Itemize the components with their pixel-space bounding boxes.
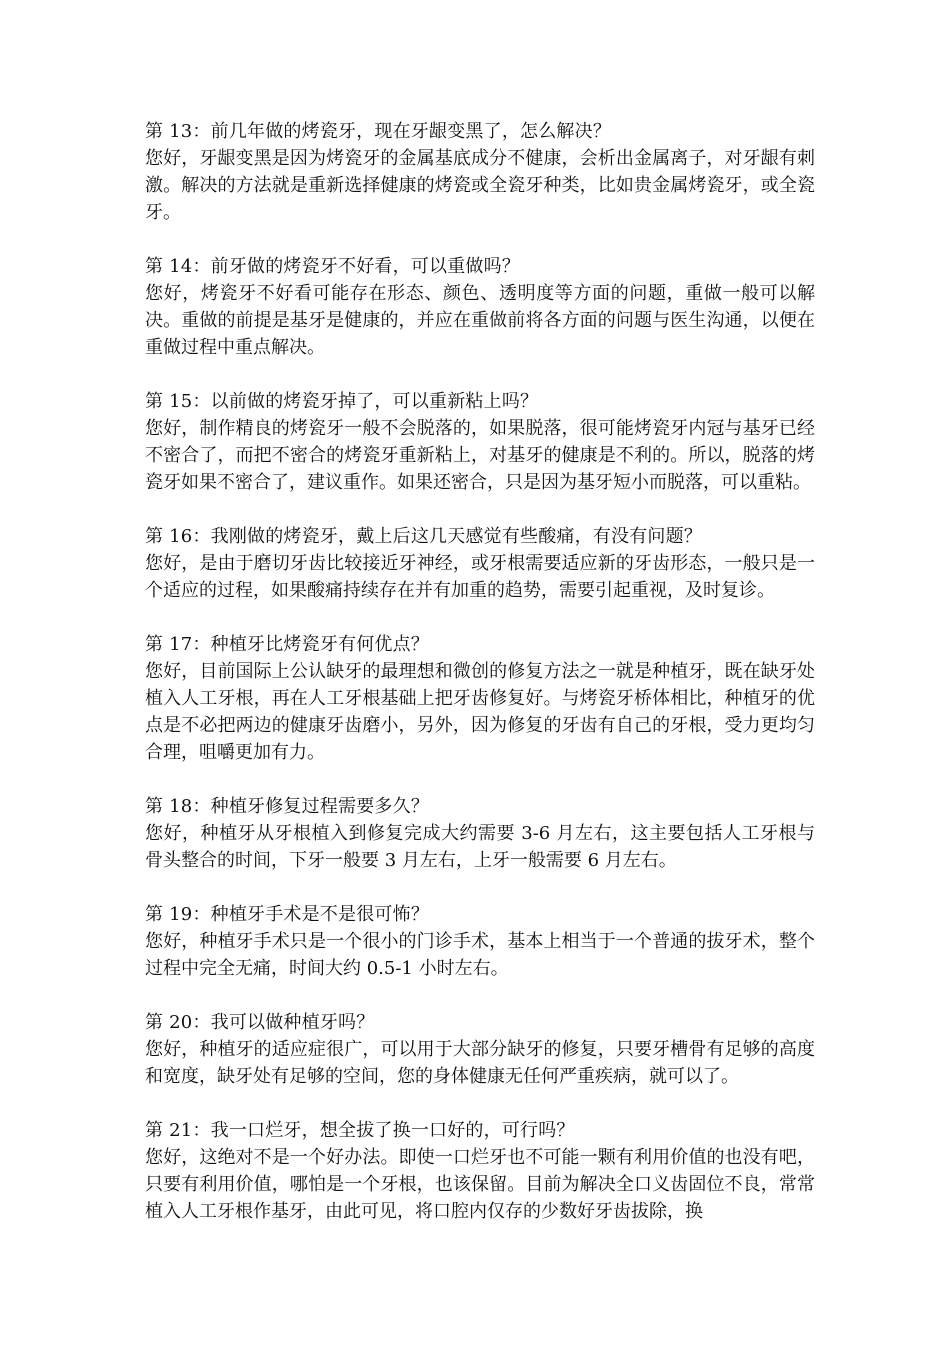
qa-item-14 (145, 253, 815, 361)
question-21: 第 21：我一口烂牙，想全拔了换一口好的，可行吗？ (145, 1120, 575, 1141)
answer-15: 您好，制作精良的烤瓷牙一般不会脱落的，如果脱落，很可能烤瓷牙内冠与基牙已经不密合了，而把不密合的烤瓷牙重新粘上，对基牙的健康是不利的。所以，脱落的烤瓷牙如果不密合了，建议重作。如果还密合，只是因为基牙短小而脱落，可以重粘。 (145, 418, 815, 493)
qa-item-16 (145, 523, 815, 604)
answer-20: 您好，种植牙的适应症很广，可以用于大部分缺牙的修复，只要牙槽骨有足够的高度和宽度，缺牙处有足够的空间，您的身体健康无任何严重疾病，就可以了。 (145, 1039, 815, 1087)
qa-item-13 (145, 118, 815, 226)
qa-item-20 (145, 1009, 815, 1090)
question-19: 第 19：种植牙手术是不是很可怖？ (145, 904, 430, 925)
qa-item-15 (145, 388, 815, 496)
answer-14: 您好，烤瓷牙不好看可能存在形态、颜色、透明度等方面的问题，重做一般可以解决。重做的前提是基牙是健康的，并应在重做前将各方面的问题与医生沟通，以便在重做过程中重点解决。 (145, 283, 815, 358)
qa-item-21 (145, 1117, 815, 1225)
answer-18: 您好，种植牙从牙根植入到修复完成大约需要 3-6 月左右，这主要包括人工牙根与骨头整合的时间，下牙一般要 3 月左右，上牙一般需要 6 月左右。 (145, 823, 815, 871)
question-15: 第 15：以前做的烤瓷牙掉了，可以重新粘上吗？ (145, 391, 539, 412)
question-18: 第 18：种植牙修复过程需要多久？ (145, 796, 430, 817)
faq-content (145, 118, 815, 1252)
answer-16: 您好，是由于磨切牙齿比较接近牙神经，或牙根需要适应新的牙齿形态，一般只是一个适应的过程，如果酸痛持续存在并有加重的趋势，需要引起重视，及时复诊。 (145, 553, 815, 601)
question-16: 第 16：我刚做的烤瓷牙，戴上后这几天感觉有些酸痛，有没有问题？ (145, 526, 703, 547)
answer-19: 您好，种植牙手术只是一个很小的门诊手术，基本上相当于一个普通的拔牙术，整个过程中完全无痛，时间大约 0.5-1 小时左右。 (145, 931, 815, 979)
question-13: 第 13：前几年做的烤瓷牙，现在牙龈变黑了，怎么解决？ (145, 121, 612, 142)
question-20: 第 20：我可以做种植牙吗？ (145, 1012, 375, 1033)
question-14: 第 14：前牙做的烤瓷牙不好看，可以重做吗？ (145, 256, 521, 277)
question-17: 第 17：种植牙比烤瓷牙有何优点？ (145, 634, 430, 655)
qa-item-18 (145, 793, 815, 874)
answer-17: 您好，目前国际上公认缺牙的最理想和微创的修复方法之一就是种植牙，既在缺牙处植入人工牙根，再在人工牙根基础上把牙齿修复好。与烤瓷牙桥体相比，种植牙的优点是不必把两边的健康牙齿磨小，另外，因为修复的牙齿有自己的牙根，受力更均匀合理，咀嚼更加有力。 (145, 661, 815, 763)
qa-item-17 (145, 631, 815, 766)
answer-21: 您好，这绝对不是一个好办法。即使一口烂牙也不可能一颗有利用价值的也没有吧，只要有利用价值，哪怕是一个牙根，也该保留。目前为解决全口义齿固位不良，常常植入人工牙根作基牙，由此可见，将口腔内仅存的少数好牙齿拔除，换 (145, 1147, 815, 1222)
answer-13: 您好，牙龈变黑是因为烤瓷牙的金属基底成分不健康，会析出金属离子，对牙龈有刺激。解决的方法就是重新选择健康的烤瓷或全瓷牙种类，比如贵金属烤瓷牙，或全瓷牙。 (145, 148, 815, 223)
qa-item-19 (145, 901, 815, 982)
